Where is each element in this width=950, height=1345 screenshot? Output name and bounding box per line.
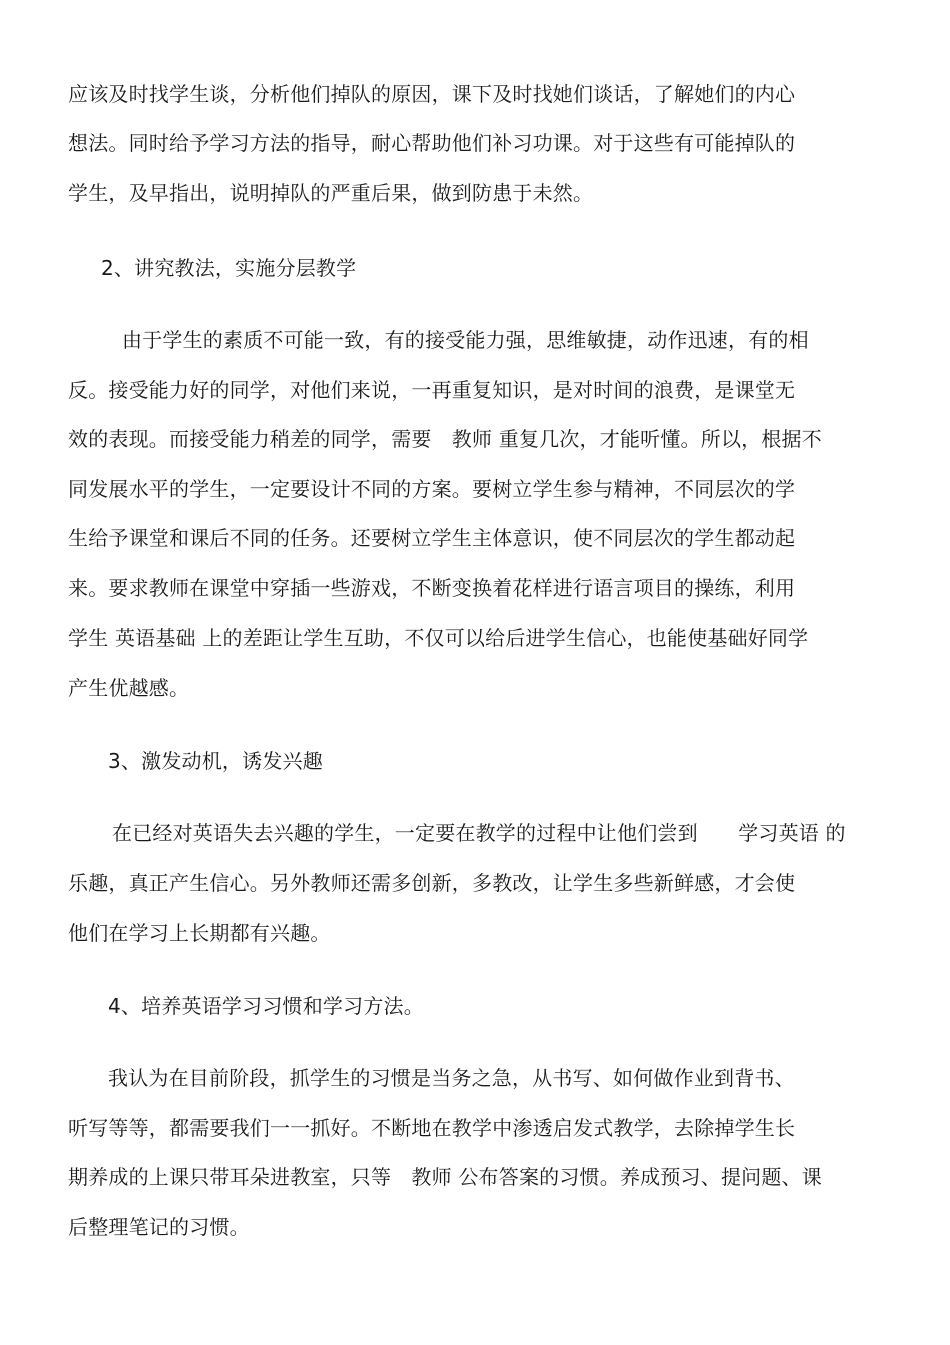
paragraph-line: 他们在学习上长期都有兴趣。 xyxy=(68,921,331,945)
section-heading-4: 4、培养英语学习习惯和学习方法。 xyxy=(108,994,424,1018)
section-heading-3: 3、激发动机，诱发兴趣 xyxy=(108,749,323,773)
paragraph-line: 同发展水平的学生，一定要设计不同的方案。要树立学生参与精神，不同层次的学 xyxy=(68,477,796,501)
paragraph-line: 想法。同时给予学习方法的指导，耐心帮助他们补习功课。对于这些有可能掉队的 xyxy=(68,131,796,155)
paragraph-line: 听写等等，都需要我们一一抓好。不断地在教学中渗透启发式教学，去除掉学生长 xyxy=(68,1116,796,1140)
paragraph-line: 期养成的上课只带耳朵进教室，只等 教师 公布答案的习惯。养成预习、提问题、课 xyxy=(68,1165,822,1189)
paragraph-line: 学生，及早指出，说明掉队的严重后果，做到防患于未然。 xyxy=(68,181,594,205)
section-heading-2: 2、讲究教法，实施分层教学 xyxy=(101,256,357,280)
paragraph-line: 应该及时找学生谈，分析他们掉队的原因，课下及时找她们谈话，了解她们的内心 xyxy=(68,82,796,106)
paragraph-line: 在已经对英语失去兴趣的学生，一定要在教学的过程中让他们尝到 学习英语 的 xyxy=(112,821,846,845)
paragraph-line: 生给予课堂和课后不同的任务。还要树立学生主体意识，使不同层次的学生都动起 xyxy=(68,526,796,550)
paragraph-line: 乐趣，真正产生信心。另外教师还需多创新，多教改，让学生多些新鲜感，才会使 xyxy=(68,871,796,895)
paragraph-line: 产生优越感。 xyxy=(68,676,190,700)
paragraph-line: 由于学生的素质不可能一致，有的接受能力强，思维敏捷，动作迅速，有的相 xyxy=(122,328,809,352)
paragraph-line: 学生 英语基础 上的差距让学生互助，不仅可以给后进学生信心，也能使基础好同学 xyxy=(68,626,809,650)
paragraph-line: 后整理笔记的习惯。 xyxy=(68,1215,250,1239)
paragraph-line: 反。接受能力好的同学，对他们来说，一再重复知识，是对时间的浪费，是课堂无 xyxy=(68,378,796,402)
paragraph-line: 效的表现。而接受能力稍差的同学，需要 教师 重复几次，才能听懂。所以，根据不 xyxy=(68,427,822,451)
paragraph-line: 来。要求教师在课堂中穿插一些游戏，不断变换着花样进行语言项目的操练，利用 xyxy=(68,576,796,600)
paragraph-line: 我认为在目前阶段，抓学生的习惯是当务之急，从书写、如何做作业到背书、 xyxy=(108,1066,795,1090)
